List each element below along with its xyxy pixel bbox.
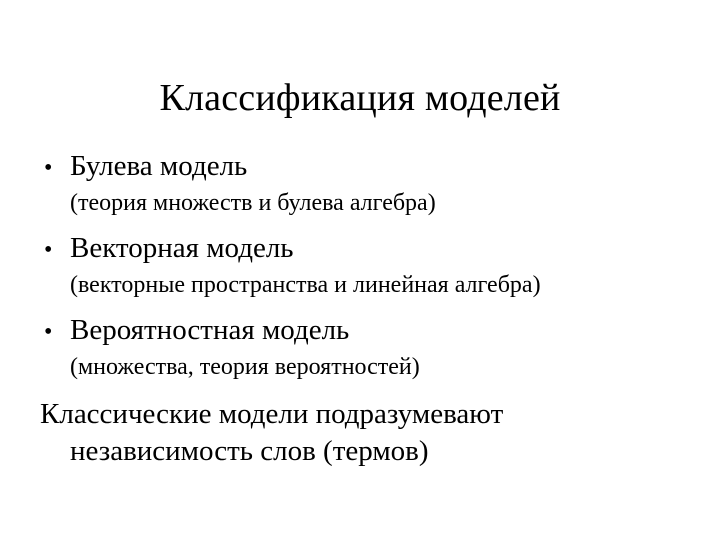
bullet-line	[44, 148, 704, 186]
bullet-subtext-probabilistic-model: (множества, теория вероятностей)	[70, 354, 420, 380]
bullet-icon: •	[44, 319, 53, 345]
list-item	[44, 230, 704, 300]
bullet-list	[44, 148, 704, 394]
list-item	[44, 312, 704, 382]
bullet-line	[44, 230, 704, 268]
conclusion-text	[40, 396, 700, 470]
bullet-icon: •	[44, 237, 53, 263]
bullet-label-probabilistic-model: Вероятностная модель	[70, 314, 350, 346]
bullet-icon: •	[44, 155, 53, 181]
bullet-label-vector-model: Векторная модель	[70, 232, 294, 264]
conclusion-line-1: Классические модели подразумевают	[40, 398, 504, 430]
list-item	[44, 148, 704, 218]
conclusion-line-2: независимость слов (термов)	[70, 435, 429, 467]
bullet-line	[44, 312, 704, 350]
bullet-subtext-boolean-model: (теория множеств и булева алгебра)	[70, 190, 436, 216]
bullet-subtext-vector-model: (векторные пространства и линейная алгебра)	[70, 272, 541, 298]
slide-title: Классификация моделей	[159, 77, 561, 119]
bullet-label-boolean-model: Булева модель	[70, 150, 248, 182]
